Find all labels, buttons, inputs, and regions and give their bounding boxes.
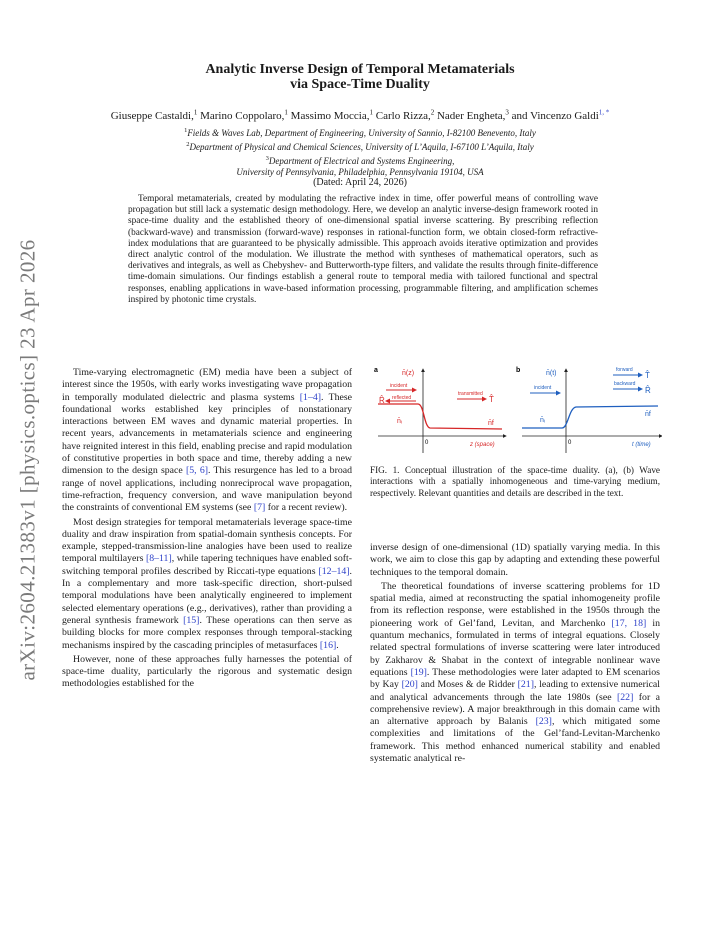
affiliation: $^1$Fields & Waves Lab, Department of Engineering, University of Sannio, I-82100 Benevento, Italy (184, 127, 536, 138)
arxiv-identifier: arXiv:2604.21383v1 [physics.optics] 23 Apr 2026 (15, 239, 40, 681)
panel-a-ylabel: n̄(z) (402, 370, 415, 377)
author: Giuseppe Castaldi,$^1$ (110, 108, 198, 122)
body-text: , which mitigated some complexities and limitations of the Gel’fand-Levitan-Marchenko framework. This method enhanced numerical stability and enabled systematic analytical re- (370, 716, 660, 765)
arxiv-sidebar-stamp (0, 239, 58, 681)
dated-line: (Dated: April 24, 2026) (313, 177, 407, 188)
panel-a-reflected-label: reflected (392, 395, 412, 401)
panel-a-nf-symbol: n̄f (488, 420, 494, 427)
body-paragraph (62, 517, 352, 652)
citation-link[interactable]: [8–11] (145, 553, 172, 565)
panel-b-nf-symbol: n̄f (645, 411, 651, 418)
body-text: . This resurgence has led to a broad range of novel applications, including nonreciprocal wave propagation, time-refraction, frequency conversion, and wave manipulation beyond the constraints of conventional EM systems (see (62, 465, 352, 514)
citation-link[interactable]: [22] (617, 691, 634, 703)
panel-a-index-profile (378, 404, 502, 429)
body-text: inverse design of one-dimensional (1D) spatially varying media. In this work, we aim to close this gap by adapting and extending these powerful techniques to the temporal domain. (370, 542, 660, 578)
author: and Vincenzo Galdi$^{1, *}$ (511, 108, 610, 122)
paper-title (0, 62, 720, 92)
body-paragraph (62, 367, 352, 515)
body-text: , while tapering techniques have enabled soft-switching temporal profiles described by Riccati-type equations (62, 553, 352, 577)
author-list (0, 108, 720, 122)
panel-a-ni-symbol: n̄ᵢ (397, 418, 402, 425)
citation-link[interactable]: [7] (253, 502, 266, 514)
citation-link[interactable]: [20] (401, 679, 418, 691)
citation-link[interactable]: [16] (319, 639, 337, 651)
panel-a-label: a (374, 367, 378, 374)
citation-link[interactable]: [1–4] (299, 391, 322, 403)
title-line-1: Analytic Inverse Design of Temporal Metamaterials (205, 62, 515, 77)
panel-b-ylabel: n̄(t) (546, 370, 557, 377)
body-text: in quantum mechanics, formulated in terms of integral equations. Closely related spectral formulations of inverse scattering were later introduced by Zakharov & Shabat in the context of integrable nonlinear wave equations (370, 617, 660, 678)
body-paragraph (370, 542, 660, 579)
citation-link[interactable]: [19] (410, 666, 427, 678)
affiliation: $^3$Department of Electrical and Systems Engineering, (265, 155, 455, 166)
affiliation: University of Pennsylvania, Philadelphia, Pennsylvania 19104, USA (236, 167, 484, 177)
panel-b-forward-label: forward (616, 367, 633, 373)
body-text: for a recent review). (265, 502, 348, 514)
left-column (62, 367, 352, 691)
body-text: The theoretical foundations of inverse scattering problems for 1D spatial media, aimed at reconstructing the spatial inhomogeneity profile from its reflection response, were established in the 1950s through the pioneering work of Gel’fand, Levitan, and Marchenko (370, 580, 660, 629)
panel-b-origin: 0 (568, 440, 572, 446)
body-text: , leading to extensive numerical and analytical advancements through the late 1980s (see (370, 679, 660, 703)
body-text: However, none of these approaches fully harnesses the potential of space-time duality, particularly the rigorous and systematic design methodologies established for the (62, 653, 352, 690)
author: Marino Coppolaro,$^1$ (200, 108, 288, 122)
citation-link[interactable]: [17, 18] (611, 617, 647, 629)
panel-b-ni-symbol: n̄ᵢ (540, 417, 545, 424)
title-line-2: via Space-Time Duality (290, 77, 430, 92)
body-text: and Moses & de Ridder (417, 679, 518, 691)
citation-link[interactable]: [5, 6] (185, 465, 209, 477)
panel-a-incident-label: incident (390, 383, 408, 389)
panel-b-backward-label: backward (614, 381, 636, 387)
body-paragraph (62, 654, 352, 691)
figure-caption: FIG. 1. Conceptual illustration of the space-time duality. (a), (b) Wave interactions with a spatially inhomogeneous and time-varying medium, respectively. Relevant quantities and details are described in the text. (370, 465, 660, 498)
author: Carlo Rizza,$^2$ (375, 108, 435, 122)
body-text: . (336, 639, 339, 651)
citation-link[interactable]: [23] (535, 716, 552, 728)
body-text: Most design strategies for temporal metamaterials leverage space-time duality and draw inspiration from spatial-domain synthesis concepts. For example, stepped-transmission-line analogies have been used to realize temporal multilayers (62, 516, 352, 565)
affiliation: $^2$Department of Physical and Chemical Sciences, University of L’Aquila, I-67100 L’Aquila, Italy (186, 141, 534, 152)
author: Nader Engheta,$^3$ (436, 108, 509, 122)
author: Massimo Moccia,$^1$ (290, 108, 373, 122)
figure-1 (370, 363, 662, 459)
panel-b-xlabel: t (time) (632, 442, 651, 448)
panel-a-origin: 0 (425, 440, 429, 446)
body-text: for a comprehensive review). A major breakthrough in this domain came with an alternative approach by Balanis (370, 691, 660, 728)
citation-link[interactable]: [15] (183, 614, 200, 626)
affiliations (0, 125, 720, 178)
panel-b-T-symbol: T̂ (645, 371, 650, 380)
body-paragraph (370, 581, 660, 765)
body-text: Time-varying electromagnetic (EM) media have been a subject of interest since the 1950s, with early works investigating wave propagation in temporally modulated dielectric and plasma systems (62, 367, 352, 403)
abstract: Temporal metamaterials, created by modulating the refractive index in time, offer powerful means of controlling wave propagation but still lack a systematic design methodology. Here, we develop an analytic inverse-design framework rooted in space-time duality and the established theory of one-dimensional spatial inverse scattering. By prescribing reflection (backward-wave) and transmission (forward-wave) responses in rational-function form, we obtain closed-form refractive-index modulations that are guaranteed to be physically admissible. This approach avoids iterative optimization and provides direct analytic control of the modulation. We illustrate the method with syntheses of mathematical operators, such as derivatives and integrals, as well as Chebyshev- and Butterworth-type filters, and validate the results through finite-difference time-domain simulations. Our findings establish a general route to temporal media with tailored functional and spectral responses, enabling applications in wave-based information processing, programmable filtering, and amplification schemes inspired by photonic time crystals. (128, 194, 598, 305)
panel-a-xlabel: z (space) (470, 442, 495, 448)
body-text: . In a complementary and more task-specific direction, short-pulsed temporal modulations have been analytically engineered to implement selected elementary operations (e.g., derivatives), rather than providing a general synthesis framework (62, 565, 352, 626)
right-column (370, 542, 660, 765)
citation-link[interactable]: [21] (517, 679, 534, 691)
panel-b-incident-label: incident (534, 385, 552, 391)
body-text: . These foundational works established key principles of nonstationary interactions between EM waves and dynamic material properties. In recent years, advancements in metamaterials science and engineering have reignited interest in this field, enabling precise and rapid modulation of constitutive properties in both space and time, thereby adding a new dimension to the design space (62, 391, 352, 477)
citation-link[interactable]: [12–14] (318, 565, 350, 577)
panel-b-R-symbol: R̂ (645, 386, 651, 395)
panel-b-label: b (516, 367, 521, 374)
body-text: . These operations can then serve as building blocks for more complex responses through temporal-stacking mechanisms inspired by the cascading principles of metasurfaces (62, 614, 352, 651)
panel-a-T-symbol: T̂ (489, 395, 494, 404)
panel-a-transmitted-label: transmitted (458, 391, 483, 397)
panel-a-R-symbol: R̂ (379, 396, 385, 405)
body-text: . These methodologies were later adapted to EM scenarios by Kay (370, 666, 660, 691)
